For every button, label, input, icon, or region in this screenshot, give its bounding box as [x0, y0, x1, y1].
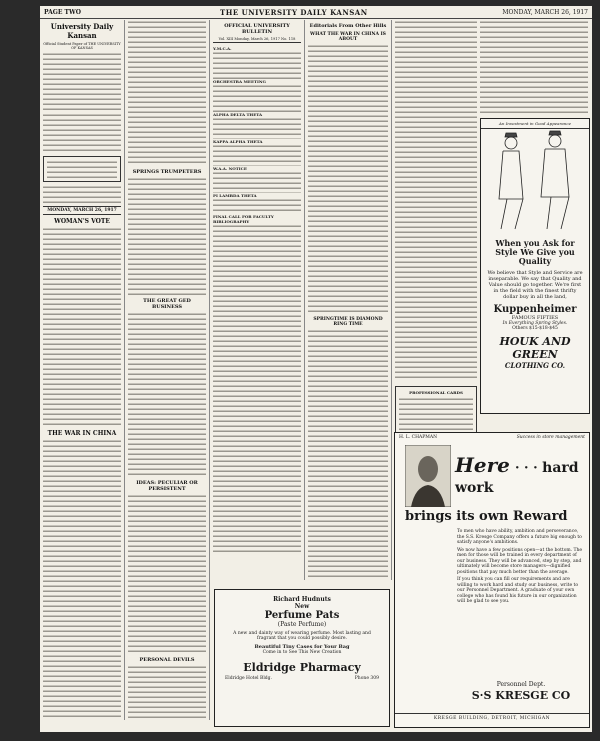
- kresge-body-1: To men who have ability, ambition and perseverance, the S.S. Kresge Company offers a future big enough to satisfy anyone's ambitions.: [457, 529, 582, 545]
- kuppenheimer-brand: Kuppenheimer: [493, 304, 577, 315]
- column-rule: [391, 20, 392, 580]
- masthead-title: University Daily Kansan: [50, 22, 114, 40]
- gentlemen-illustration: [481, 129, 589, 235]
- paper-name: THE UNIVERSITY DAILY KANSAN: [220, 8, 368, 17]
- header-date: MONDAY, MARCH 26, 1917: [502, 9, 588, 16]
- kuppenheimer-price: Others $15-$18-$45: [512, 326, 558, 331]
- bulletin-body: [213, 84, 301, 112]
- kresge-dept: Personnel Dept.: [496, 681, 546, 688]
- column-rule: [304, 20, 305, 580]
- bulletin-title: OFFICIAL UNIVERSITY BULLETIN: [224, 23, 290, 35]
- headline-reward: brings its own Reward: [405, 509, 568, 524]
- bulletin-body: [213, 224, 301, 554]
- kuppenheimer-tag: An Investment in Good Appearance: [481, 119, 589, 129]
- kresge-headline: Here · · · hard work: [455, 453, 579, 496]
- bulletin-item: Y.M.C.A.: [213, 46, 232, 51]
- kresge-top: [395, 433, 589, 442]
- kuppenheimer-ad: [480, 118, 590, 414]
- col6-body: [480, 20, 588, 116]
- portrait-photo: [405, 445, 451, 507]
- col2-headline-2: THE GREAT GED BUSINESS: [143, 298, 191, 310]
- column-rule: [209, 20, 210, 720]
- perfume-cases: Beautiful Tiny Cases for Your Bag: [254, 644, 350, 650]
- col4-headline-2: WHAT THE WAR IN CHINA IS ABOUT: [310, 32, 386, 42]
- col2-body-1: [128, 20, 206, 166]
- perfume-brand: Richard Hudnuts: [273, 596, 331, 603]
- kuppenheimer-sub2: In Everything Spring Styles.: [502, 321, 568, 326]
- col2-body-2: [128, 177, 206, 295]
- col4-headline-3: SPRINGTIME IS DIAMOND RING TIME: [313, 317, 383, 327]
- pharmacy-contact: [225, 676, 379, 681]
- kresge-body: [457, 529, 585, 605]
- page-header: [40, 6, 592, 19]
- kresge-body-3: If you think you can fill our requirements and are willing to work hard and study our business, write to our Personnel Department. A graduate of your own college who has found his future in our organization will be glad to see you.: [457, 577, 579, 604]
- column-2: [128, 20, 206, 720]
- staff-list-2: [43, 113, 121, 153]
- bulletin-subtitle: Vol. XIII Monday, March 26, 1917 No. 118: [213, 37, 301, 43]
- kuppenheimer-headline: When you Ask for Style We Give you Quality: [495, 238, 575, 266]
- headline-hard-work: hard work: [455, 460, 579, 496]
- kresge-body-2: We now have a few positions open—at the bottom. The men for those will be trained in every department of our business. They will be advanced, step by step, and ultimately will become store managers—dignified positions that pay much better than the average.: [457, 547, 583, 575]
- kuppenheimer-body: We believe that Style and Service are inseparable. We say that Quality and Value should go together. We're first in the field with the finest thrifty dollar buy in all the land,: [487, 270, 583, 300]
- masthead-subtitle: Official Student Paper of THE UNIVERSITY OF KANSAS: [43, 42, 121, 50]
- col4-body-2: [308, 329, 388, 579]
- bulletin-item: ALPHA DELTA THETA: [213, 112, 263, 117]
- staff-list: [43, 52, 121, 110]
- kresge-ad: [394, 432, 590, 728]
- perfume-product: Perfume Pats: [264, 610, 340, 621]
- col4-headline-1: Editorials From Other Hills: [309, 23, 387, 29]
- publication-notice: [43, 185, 121, 203]
- col2-body-3: [128, 312, 206, 477]
- office-box: [43, 156, 121, 182]
- bulletin-item: FINAL CALL FOR FACULTY BIBLIOGRAPHY: [213, 214, 274, 224]
- editorial-headline-1: WOMAN'S VOTE: [54, 218, 110, 225]
- perfume-body: A new and dainty way of wearing perfume. Most lasting and fragrant that you could possibly desire.: [233, 631, 371, 641]
- bulletin-body: [213, 198, 301, 214]
- editorial-headline-2: THE WAR IN CHINA: [47, 430, 117, 437]
- column-1: [43, 20, 121, 720]
- manager-name: H. L. CHAPMAN: [399, 435, 438, 440]
- col2-body-4: [128, 494, 206, 654]
- perfume-new: New: [294, 603, 310, 610]
- pharmacy-address: Eldridge Hotel Bldg.: [225, 676, 272, 681]
- bulletin-body: [213, 117, 301, 139]
- col2-headline-4: PERSONAL DEVILS: [139, 657, 195, 663]
- col2-headline-1: SPRINGS TRUMPETERS: [132, 169, 202, 175]
- page-number: PAGE TWO: [44, 9, 81, 16]
- col5-body-1: [395, 20, 477, 380]
- bulletin-item: KAPPA ALPHA THETA: [213, 139, 263, 144]
- cards-title: PROFESSIONAL CARDS: [409, 390, 463, 395]
- column-3: [213, 20, 301, 580]
- store-name-sub: CLOTHING CO.: [504, 361, 566, 370]
- bulletin-body: [213, 144, 301, 166]
- bulletin-item: PI LAMBDA THETA: [213, 193, 257, 198]
- store-name: HOUK AND GREEN: [499, 335, 571, 361]
- kresge-footer: KRESGE BUILDING, DETROIT, MICHIGAN: [395, 713, 589, 721]
- bulletin-item: W.A.A. NOTICE: [213, 166, 247, 171]
- masthead-date: MONDAY, MARCH 26, 1917: [43, 206, 121, 215]
- headline-here: Here: [455, 453, 510, 477]
- perfume-invite: Come in to See This New Creation: [262, 650, 342, 655]
- col2-headline-3: IDEAS: PECULIAR OR PERSISTENT: [136, 480, 198, 492]
- kresge-company: S·S KRESGE CO: [471, 689, 571, 702]
- column-6: [480, 20, 588, 116]
- pharmacy-name: Eldridge Pharmacy: [243, 661, 361, 674]
- editorial-body-1: [43, 227, 121, 427]
- column-4: [308, 20, 388, 580]
- pharmacy-phone: Phone 309: [354, 676, 379, 681]
- col4-body-1: [308, 44, 388, 314]
- perfume-ad: [214, 589, 390, 727]
- bulletin-body: [213, 171, 301, 193]
- newspaper-page: [40, 6, 592, 732]
- editorial-body-2: [43, 439, 121, 720]
- col2-body-5: [128, 665, 206, 720]
- bulletin-item: ORCHESTRA MEETING: [213, 79, 266, 84]
- column-rule: [124, 20, 125, 720]
- kuppenheimer-sub: FAMOUS FIFTIES: [511, 315, 559, 321]
- perfume-product-sub: (Paste Perfume): [277, 621, 327, 628]
- bulletin-body: [213, 51, 301, 79]
- kresge-tag: Success in store management: [516, 435, 585, 440]
